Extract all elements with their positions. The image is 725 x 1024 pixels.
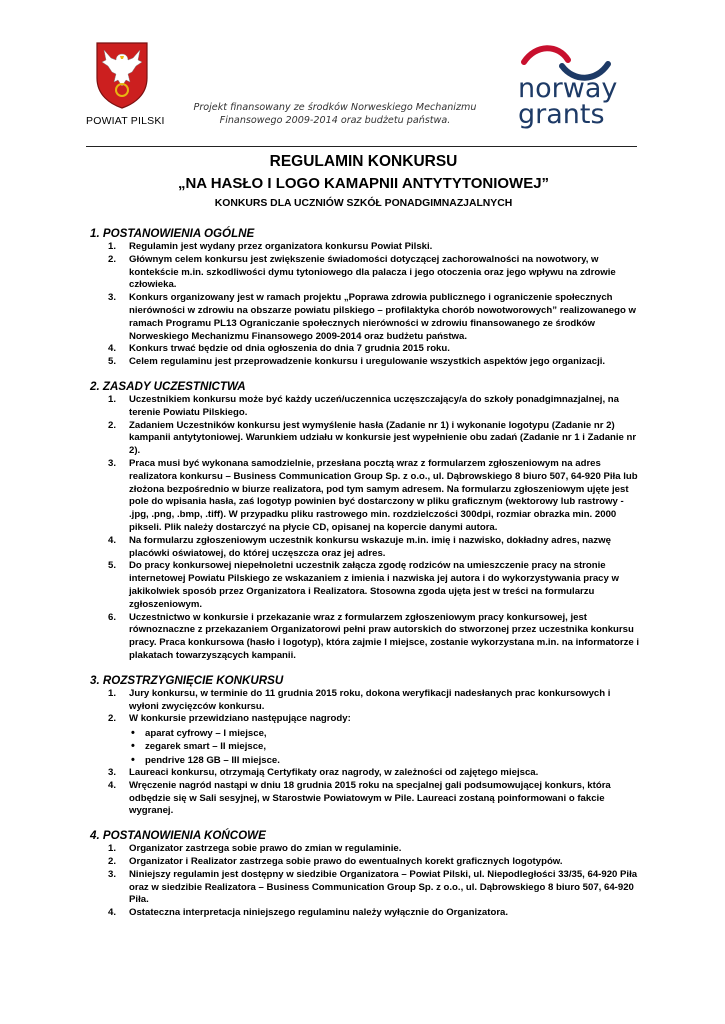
item-number: 4. (108, 907, 117, 919)
document-body (86, 152, 641, 920)
item-number: 2. (108, 855, 117, 867)
document-subtitle: „NA HASŁO I LOGO KAMAPNII ANTYTYTONIOWEJ” (177, 175, 550, 192)
section-list (86, 394, 641, 663)
item-number: 4. (108, 779, 117, 791)
item-text: Do pracy konkursowej niepełnoletni uczestnik załącza zgodę rodziców na umieszczenie pracy na stronie internetowej Powiatu Pilskiego ze wskazaniem z imienia i nazwiska jej autora i do wykorzystywania pracy w jakikolwiek sposób przez Organizatora i Realizatora. Stosowna zgoda ujęta jest w treści na formularzu zgłoszeniowym. (129, 560, 619, 610)
list-item (86, 343, 641, 356)
project-line-2: Finansowego 2009-2014 oraz budżetu państwa. (219, 115, 451, 126)
item-text: Na formularzu zgłoszeniowym uczestnik konkursu wskazuje m.in. imię i nazwisko, dokładny adres, nazwę placówki oświatowej, do której uczęszcza oraz jej adres. (129, 534, 611, 559)
item-number: 6. (108, 611, 117, 623)
item-text: Laureaci konkursu, otrzymają Certyfikaty oraz nagrody, w zależności od zajętego miejsca. (129, 766, 539, 778)
list-item (86, 241, 641, 254)
list-item (86, 420, 641, 458)
list-item (86, 713, 641, 767)
item-number: 1. (108, 393, 117, 405)
list-item (86, 869, 641, 907)
list-item (86, 907, 641, 920)
item-number: 1. (108, 241, 117, 252)
item-text: Zadaniem Uczestników konkursu jest wymyślenie hasła (Zadanie nr 1) i wykonanie logotypu (Zadanie nr 2) kampanii antytytoniowej. Warunkiem udziału w konkursie jest wypełnienie obu zadań (Zadanie nr 1 i Zadanie nr 2). (129, 419, 637, 457)
item-text: Praca musi być wykonana samodzielnie, przesłana pocztą wraz z formularzem zgłoszeniowym na adres realizatora konkursu – Business Communication Group Sp. z o.o., ul. Dąbrowskiego 8 biuro 507, 64-920 Piła lub złożona bezpośrednio w biurze realizatora, pod tym samym adresem. Na formularzu zgłoszeniowym ujęte jest pole do wpisania hasła, zaś logotyp powinien być dostarczony w pliku graficznym (wektorowy lub rastrowy - .jpg, .png, .bmp, .tiff). W przypadku pliku rastrowego min. rozdzielczości 300dpi, rozmiar obrazka min. 2000 pikseli. Plik należy dostarczyć na płycie CD, opisanej na kopercie danymi autora. (129, 457, 638, 533)
item-text: Ostateczna interpretacja niniejszego regulaminu należy wyłącznie do Organizatora. (129, 907, 509, 919)
section-list (86, 688, 641, 818)
item-text: Uczestnikiem konkursu może być każdy uczeń/uczennica uczęszczający/a do szkoły ponadgimnazjalnej, na terenie Powiatu Pilskiego. (129, 393, 619, 418)
section-heading: 1. POSTANOWIENIA OGÓLNE (90, 227, 255, 240)
item-text: Niniejszy regulamin jest dostępny w siedzibie Organizatora – Powiat Pilski, ul. Niepodległości 33/35, 64-920 Piła oraz w siedzibie Realizatora – Business Communication Group Sp. z o.o., ul. Dąbrowskiego 8 biuro 507, 64-920 Piła. (129, 868, 638, 906)
list-item (86, 688, 641, 714)
item-text: Organizator zastrzega sobie prawo do zmian w regulaminie. (129, 843, 402, 855)
item-number: 2. (108, 419, 117, 431)
item-number: 4. (108, 343, 117, 355)
list-item (86, 254, 641, 292)
item-text: Organizator i Realizator zastrzega sobie prawo do ewentualnych korekt graficznych logotypów. (129, 855, 563, 867)
prize-item: • aparat cyfrowy – I miejsce, (129, 727, 641, 740)
powiat-label: POWIAT PILSKI (86, 115, 165, 127)
list-item (86, 292, 641, 343)
item-number: 3. (108, 457, 117, 469)
sections-container (86, 226, 641, 920)
project-funding-text (190, 101, 480, 127)
logo-word-norway: norway (518, 73, 618, 104)
document-title: REGULAMIN KONKURSU (269, 153, 458, 170)
item-number: 5. (108, 356, 117, 368)
item-number: 2. (108, 253, 117, 265)
section-list (86, 241, 641, 369)
prize-item: • zegarek smart – II miejsce, (129, 740, 641, 753)
item-text: W konkursie przewidziano następujące nagrody: (129, 713, 351, 725)
prize-list (129, 727, 641, 767)
list-item (86, 458, 641, 535)
section-heading: 2. ZASADY UCZESTNICTWA (90, 379, 246, 393)
item-number: 4. (108, 534, 117, 546)
item-text: Celem regulaminu jest przeprowadzenie konkursu i uregulowanie wszystkich aspektów jego organizacji. (129, 356, 606, 368)
document-audience: KONKURS DLA UCZNIÓW SZKÓŁ PONADGIMNAZJALNYCH (214, 198, 513, 209)
item-number: 1. (108, 843, 117, 855)
list-item (86, 767, 641, 780)
list-item (86, 843, 641, 856)
list-item (86, 535, 641, 561)
item-text: Jury konkursu, w terminie do 11 grudnia 2015 roku, dokona weryfikacji nadesłanych prac konkursowych i wyłoni zwycięzców konkursu. (129, 687, 611, 712)
norway-grants-logo (512, 40, 637, 130)
item-text: Uczestnictwo w konkursie i przekazanie wraz z formularzem zgłoszeniowym pracy konkursowej, jest równoznaczne z przekazaniem Organizatorowi pełni praw autorskich do stworzonej przez uczestnika konkursu pracy. Praca konkursowa (hasło i logotyp), która zajmie I miejsce, zostanie wykorzystana m.in. na informatorze i plakatach towarzyszących kampanii. (129, 611, 640, 661)
item-number: 3. (108, 868, 117, 880)
list-item (86, 612, 641, 663)
item-number: 2. (108, 713, 117, 725)
list-item (86, 394, 641, 420)
section-list (86, 843, 641, 920)
list-item (86, 356, 641, 369)
page-header (0, 0, 725, 140)
item-text: Konkurs trwać będzie od dnia ogłoszenia do dnia 7 grudnia 2015 roku. (129, 343, 450, 355)
header-divider (86, 146, 637, 147)
item-number: 3. (108, 766, 117, 778)
list-item (86, 856, 641, 869)
list-item (86, 780, 641, 818)
item-number: 1. (108, 687, 117, 699)
item-text: Wręczenie nagród nastąpi w dniu 18 grudnia 2015 roku na specjalnej gali podsumowującej konkurs, która odbędzie się w Sali sesyjnej, w Starostwie Powiatowym w Pile. Laureaci zostaną poinformowani o fakcie wygranej. (129, 779, 611, 817)
logo-word-grants: grants (518, 99, 605, 130)
item-text: Konkurs organizowany jest w ramach projektu „Poprawa zdrowia publicznego i ograniczenie społecznych nierówności w zdrowiu na obszarze powiatu pilskiego – profilaktyka chorób nowotworowych” realizowanego w ramach Programu PL13 Ograniczanie społecznych nierówności w zdrowiu finansowanego ze środków Norweskiego Mechanizmu Finansowego 2009-2014 oraz budżetu państwa. (129, 292, 636, 342)
project-line-1: Projekt finansowany ze środków Norweskiego Mechanizmu (193, 102, 477, 113)
item-number: 3. (108, 292, 117, 304)
list-item (86, 560, 641, 611)
item-text: Głównym celem konkursu jest zwiększenie świadomości dotyczącej zachorowalności na nowotwory, w kontekście m.in. szkodliwości dymu tytoniowego dla palacza i jego otoczenia oraz jego wpływu na zdrowie człowieka. (129, 253, 616, 291)
coat-of-arms-icon (94, 40, 150, 110)
section-heading: 4. POSTANOWIENIA KOŃCOWE (90, 829, 266, 843)
prize-item: • pendrive 128 GB – III miejsce. (129, 754, 641, 767)
section-heading: 3. ROZSTRZYGNIĘCIE KONKURSU (90, 673, 284, 687)
item-number: 5. (108, 560, 117, 572)
item-text: Regulamin jest wydany przez organizatora konkursu Powiat Pilski. (129, 241, 433, 252)
